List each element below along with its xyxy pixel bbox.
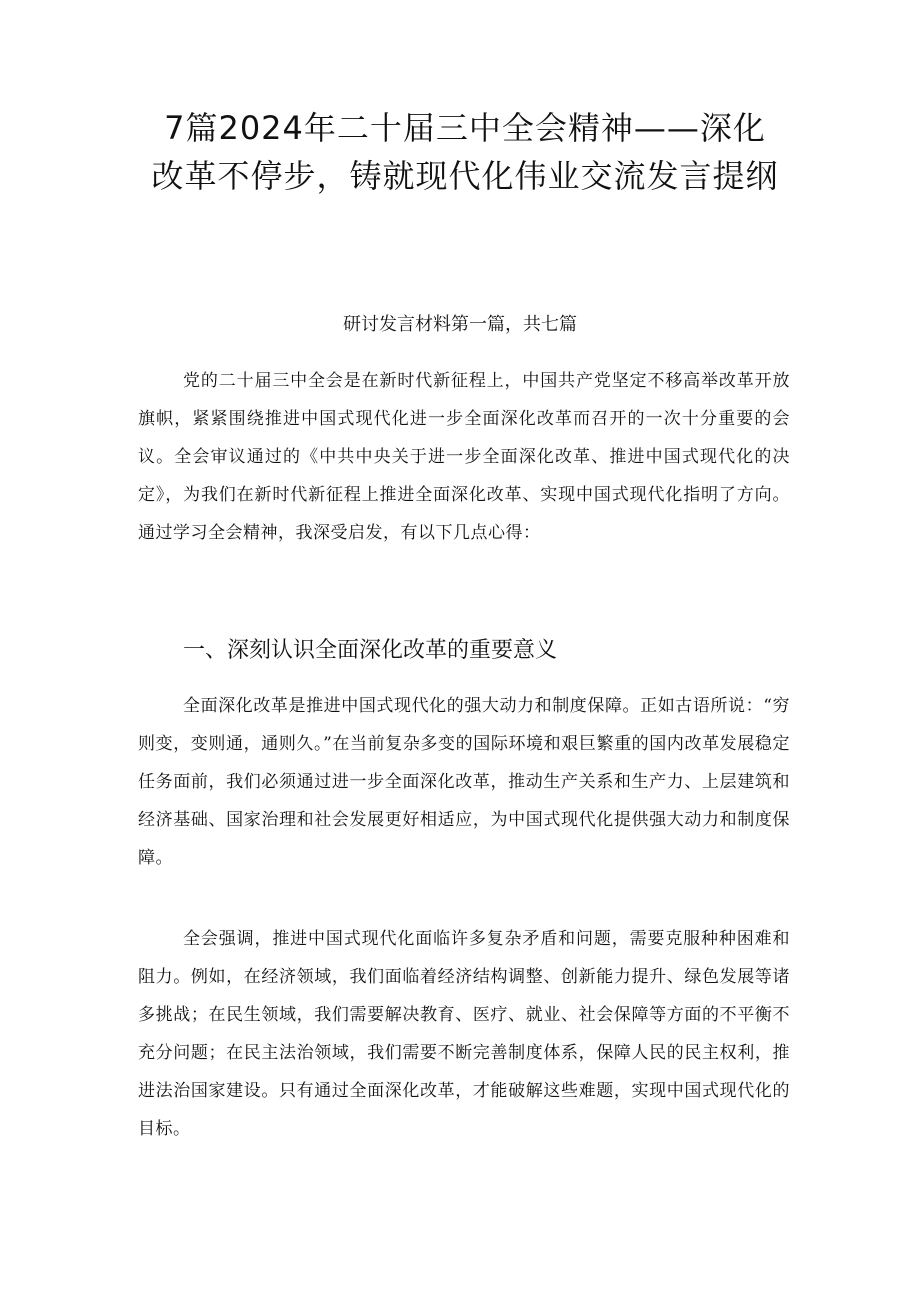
body-paragraph-3: 全会强调，推进中国式现代化面临许多复杂矛盾和问题，需要克服种种困难和阻力。例如，在经济领域，我们面临着经济结构调整、创新能力提升、绿色发展等诸多挑战；在民生领域，我们需要解决教育、医疗、就业、社会保障等方面的不平衡不充分问题；在民主法治领域，我们需要不断完善制度体系，保障人民的民主权利，推进法治国家建设。只有通过全面深化改革，才能破解这些难题，实现中国式现代化的目标。 bbox=[138, 929, 790, 1139]
document-subtitle: 研讨发言材料第一篇，共七篇 bbox=[343, 314, 577, 335]
section-heading-1: 一、深刻认识全面深化改革的重要意义 bbox=[183, 638, 558, 663]
body-paragraph-1: 党的二十届三中全会是在新时代新征程上，中国共产党坚定不移高举改革开放旗帜，紧紧围绕推进中国式现代化进一步全面深化改革而召开的一次十分重要的会议。全会审议通过的《中共中央关于进一步全面深化改革、推进中国式现代化的决定》，为我们在新时代新征程上推进全面深化改革、实现中国式现代化指明了方向。通过学习全会精神，我深受启发，有以下几点心得： bbox=[138, 371, 790, 543]
document-title: 7篇2024年二十届三中全会精神——深化改革不停步，铸就现代化伟业交流发言提纲 bbox=[151, 109, 779, 195]
body-paragraph-2: 全面深化改革是推进中国式现代化的强大动力和制度保障。正如古语所说：“穷则变，变则通，通则久。”在当前复杂多变的国际环境和艰巨繁重的国内改革发展稳定任务面前，我们必须通过进一步全面深化改革，推动生产关系和生产力、上层建筑和经济基础、国家治理和社会发展更好相适应，为中国式现代化提供强大动力和制度保障。 bbox=[138, 696, 790, 868]
